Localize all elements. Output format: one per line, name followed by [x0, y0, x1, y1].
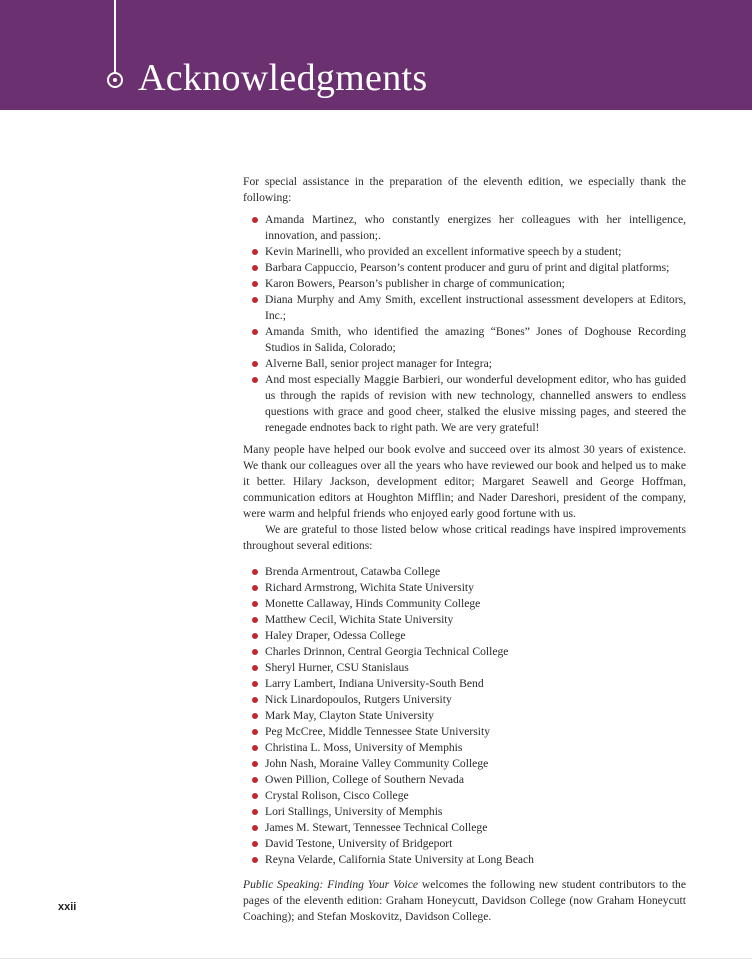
bullet-icon — [252, 649, 258, 655]
bullet-icon — [252, 761, 258, 767]
reviewer-item-text: John Nash, Moraine Valley Community College — [265, 757, 489, 770]
page-title: Acknowledgments — [138, 57, 428, 99]
reviewer-item-text: Matthew Cecil, Wichita State University — [265, 613, 454, 626]
banner-ornament-dot — [113, 78, 117, 82]
closing-paragraph — [243, 877, 686, 925]
special-thanks-item-text: Amanda Smith, who identified the amazing “Bones” Jones of Doghouse Recording Studios in Salida, Colorado; — [265, 325, 686, 354]
special-thanks-item — [265, 324, 686, 356]
closing-text: welcomes the following new student contributors to the pages of the eleventh edition: Graham Honeycutt, Davidson College (now Graham Honeycutt Coaching); and Stefan Moskovitz, Davidson College. — [243, 878, 686, 923]
banner-ornament-line — [114, 0, 116, 72]
reviewer-item — [265, 596, 686, 612]
reviewer-item-text: Mark May, Clayton State University — [265, 709, 434, 722]
reviewer-item — [265, 756, 686, 772]
reviewer-item-text: David Testone, University of Bridgeport — [265, 837, 453, 850]
reviewers-list — [243, 564, 686, 868]
bullet-icon — [252, 745, 258, 751]
reviewer-item — [265, 564, 686, 580]
intro-paragraph: For special assistance in the preparation of the eleventh edition, we especially thank the following: — [243, 175, 686, 204]
reviewer-item — [265, 772, 686, 788]
bullet-icon — [252, 569, 258, 575]
banner-ornament-ring-icon — [107, 72, 123, 88]
reviewer-item — [265, 676, 686, 692]
special-thanks-item — [265, 372, 686, 436]
bullet-icon — [252, 377, 258, 383]
bullet-icon — [252, 633, 258, 639]
bullet-icon — [252, 329, 258, 335]
bullet-icon — [252, 361, 258, 367]
reviewer-item — [265, 692, 686, 708]
bullet-icon — [252, 281, 258, 287]
special-thanks-list — [243, 212, 686, 436]
reviewer-item-text: Richard Armstrong, Wichita State University — [265, 581, 474, 594]
special-thanks-item — [265, 292, 686, 324]
bullet-icon — [252, 217, 258, 223]
reviewer-item — [265, 724, 686, 740]
special-thanks-item-text: Amanda Martinez, who constantly energizes her colleagues with her intelligence, innovation, and passion;. — [265, 213, 686, 242]
bullet-icon — [252, 713, 258, 719]
special-thanks-item-text: Alverne Ball, senior project manager for Integra; — [265, 357, 492, 370]
reviewer-item-text: Haley Draper, Odessa College — [265, 629, 406, 642]
bullet-icon — [252, 793, 258, 799]
reviewer-item — [265, 820, 686, 836]
special-thanks-item — [265, 212, 686, 244]
reviewer-item — [265, 628, 686, 644]
bullet-icon — [252, 841, 258, 847]
bullet-icon — [252, 729, 258, 735]
special-thanks-item — [265, 260, 686, 276]
reviewer-item — [265, 852, 686, 868]
reviewer-item — [265, 612, 686, 628]
reviewer-item-text: Owen Pillion, College of Southern Nevada — [265, 773, 464, 786]
special-thanks-item — [265, 276, 686, 292]
reviewer-item-text: Lori Stallings, University of Memphis — [265, 805, 443, 818]
reviewer-item-text: Monette Callaway, Hinds Community College — [265, 597, 481, 610]
bullet-icon — [252, 249, 258, 255]
reviewer-item-text: Christina L. Moss, University of Memphis — [265, 741, 463, 754]
special-thanks-item-text: Barbara Cappuccio, Pearson’s content producer and guru of print and digital platforms; — [265, 261, 670, 274]
special-thanks-item-text: Karon Bowers, Pearson’s publisher in charge of communication; — [265, 277, 565, 290]
special-thanks-item — [265, 244, 686, 260]
reviewer-item — [265, 740, 686, 756]
special-thanks-item-text: Diana Murphy and Amy Smith, excellent instructional assessment developers at Editors, Inc.; — [265, 293, 686, 322]
bullet-icon — [252, 697, 258, 703]
book-title: Public Speaking: Finding Your Voice — [243, 878, 419, 891]
reviewer-item-text: Nick Linardopoulos, Rutgers University — [265, 693, 452, 706]
acknowledgments-body — [243, 174, 686, 925]
reviewer-item-text: Crystal Rolison, Cisco College — [265, 789, 409, 802]
reviewer-item — [265, 644, 686, 660]
bullet-icon — [252, 777, 258, 783]
reviewer-item-text: Brenda Armentrout, Catawba College — [265, 565, 441, 578]
reviewer-item-text: Larry Lambert, Indiana University-South Bend — [265, 677, 484, 690]
reviewer-item — [265, 660, 686, 676]
bullet-icon — [252, 809, 258, 815]
reviewer-item — [265, 836, 686, 852]
special-thanks-item — [265, 356, 686, 372]
bullet-icon — [252, 857, 258, 863]
reviewer-item — [265, 708, 686, 724]
header-banner — [0, 0, 752, 110]
reviewers-intro-paragraph: We are grateful to those listed below whose critical readings have inspired improvements throughout several editions: — [243, 523, 686, 552]
reviewer-item — [265, 804, 686, 820]
reviewer-item-text: James M. Stewart, Tennessee Technical College — [265, 821, 488, 834]
bullet-icon — [252, 585, 258, 591]
bullet-icon — [252, 617, 258, 623]
history-paragraph: Many people have helped our book evolve and succeed over its almost 30 years of existence. We thank our colleagues over all the years who have reviewed our book and helped us to make it better. Hilary Jackson, development editor; Margaret Seawell and George Hoffman, communication editors at Houghton Mifflin; and Nader Dareshori, president of the company, were warm and helpful friends who enjoyed early good fortune with us. — [243, 443, 686, 520]
reviewer-item — [265, 788, 686, 804]
reviewer-item — [265, 580, 686, 596]
reviewer-item-text: Peg McCree, Middle Tennessee State University — [265, 725, 491, 738]
page-number: xxii — [58, 901, 77, 913]
bullet-icon — [252, 825, 258, 831]
reviewer-item-text: Charles Drinnon, Central Georgia Technical College — [265, 645, 509, 658]
bullet-icon — [252, 681, 258, 687]
reviewer-item-text: Reyna Velarde, California State University at Long Beach — [265, 853, 534, 866]
bullet-icon — [252, 601, 258, 607]
special-thanks-item-text: Kevin Marinelli, who provided an excellent informative speech by a student; — [265, 245, 622, 258]
bullet-icon — [252, 265, 258, 271]
bullet-icon — [252, 665, 258, 671]
bottom-divider — [0, 958, 752, 959]
bullet-icon — [252, 297, 258, 303]
reviewer-item-text: Sheryl Hurner, CSU Stanislaus — [265, 661, 409, 674]
special-thanks-item-text: And most especially Maggie Barbieri, our wonderful development editor, who has guided us through the rapids of revision with new technology, channelled answers to endless questions with grace and good cheer, stalked the elusive missing pages, and steered the renegade endnotes back to right path. We are very grateful! — [265, 373, 686, 434]
